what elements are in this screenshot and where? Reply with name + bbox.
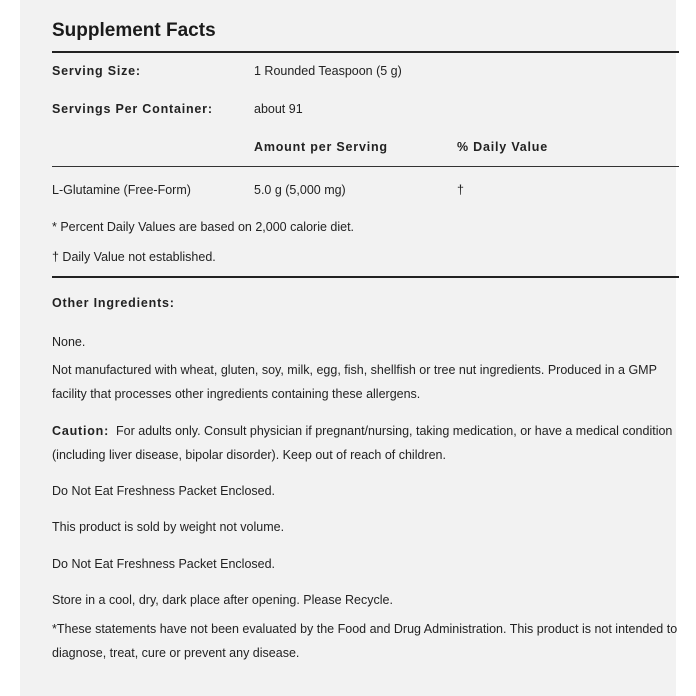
other-ingredients-value: None. [52,335,86,349]
other-ingredients-label: Other Ingredients: [52,296,175,310]
nutrient-amount: 5.0 g (5,000 mg) [254,183,346,197]
dv-not-established-footnote: † Daily Value not established. [52,250,216,264]
amount-per-serving-header: Amount per Serving [254,140,388,154]
serving-size-label: Serving Size: [52,64,141,78]
caution-text: For adults only. Consult physician if pregnant/nursing, taking medication, or have a medical condition (including liver disease, bipolar disorder). Keep out of reach of children. [52,424,673,462]
servings-per-container-value: about 91 [254,102,303,116]
serving-size-value: 1 Rounded Teaspoon (5 g) [254,64,402,78]
note-item: Do Not Eat Freshness Packet Enclosed. [52,484,276,498]
note-item: This product is sold by weight not volume. [52,520,285,534]
nutrient-daily-value: † [457,183,464,197]
fda-disclaimer: *These statements have not been evaluated by the Food and Drug Administration. This product is not intended to diagnose, treat, cure or prevent any disease. [52,622,678,660]
note-item: Do Not Eat Freshness Packet Enclosed. [52,557,276,571]
facts-bottom-divider [52,276,679,278]
supplement-facts-panel [20,0,676,696]
nutrient-name: L-Glutamine (Free-Form) [52,183,191,197]
page-title: Supplement Facts [52,20,216,41]
percent-dv-footnote: * Percent Daily Values are based on 2,000 calorie diet. [52,220,355,234]
daily-value-header: % Daily Value [457,140,548,154]
servings-per-container-label: Servings Per Container: [52,102,213,116]
caution-statement [52,419,679,467]
title-divider [52,51,679,53]
note-item: Store in a cool, dry, dark place after opening. Please Recycle. [52,593,393,607]
header-divider [52,166,679,167]
allergen-statement: Not manufactured with wheat, gluten, soy, milk, egg, fish, shellfish or tree nut ingredients. Produced in a GMP facility that processes other ingredients containing these allergens. [52,363,657,401]
caution-label: Caution: [52,424,110,438]
